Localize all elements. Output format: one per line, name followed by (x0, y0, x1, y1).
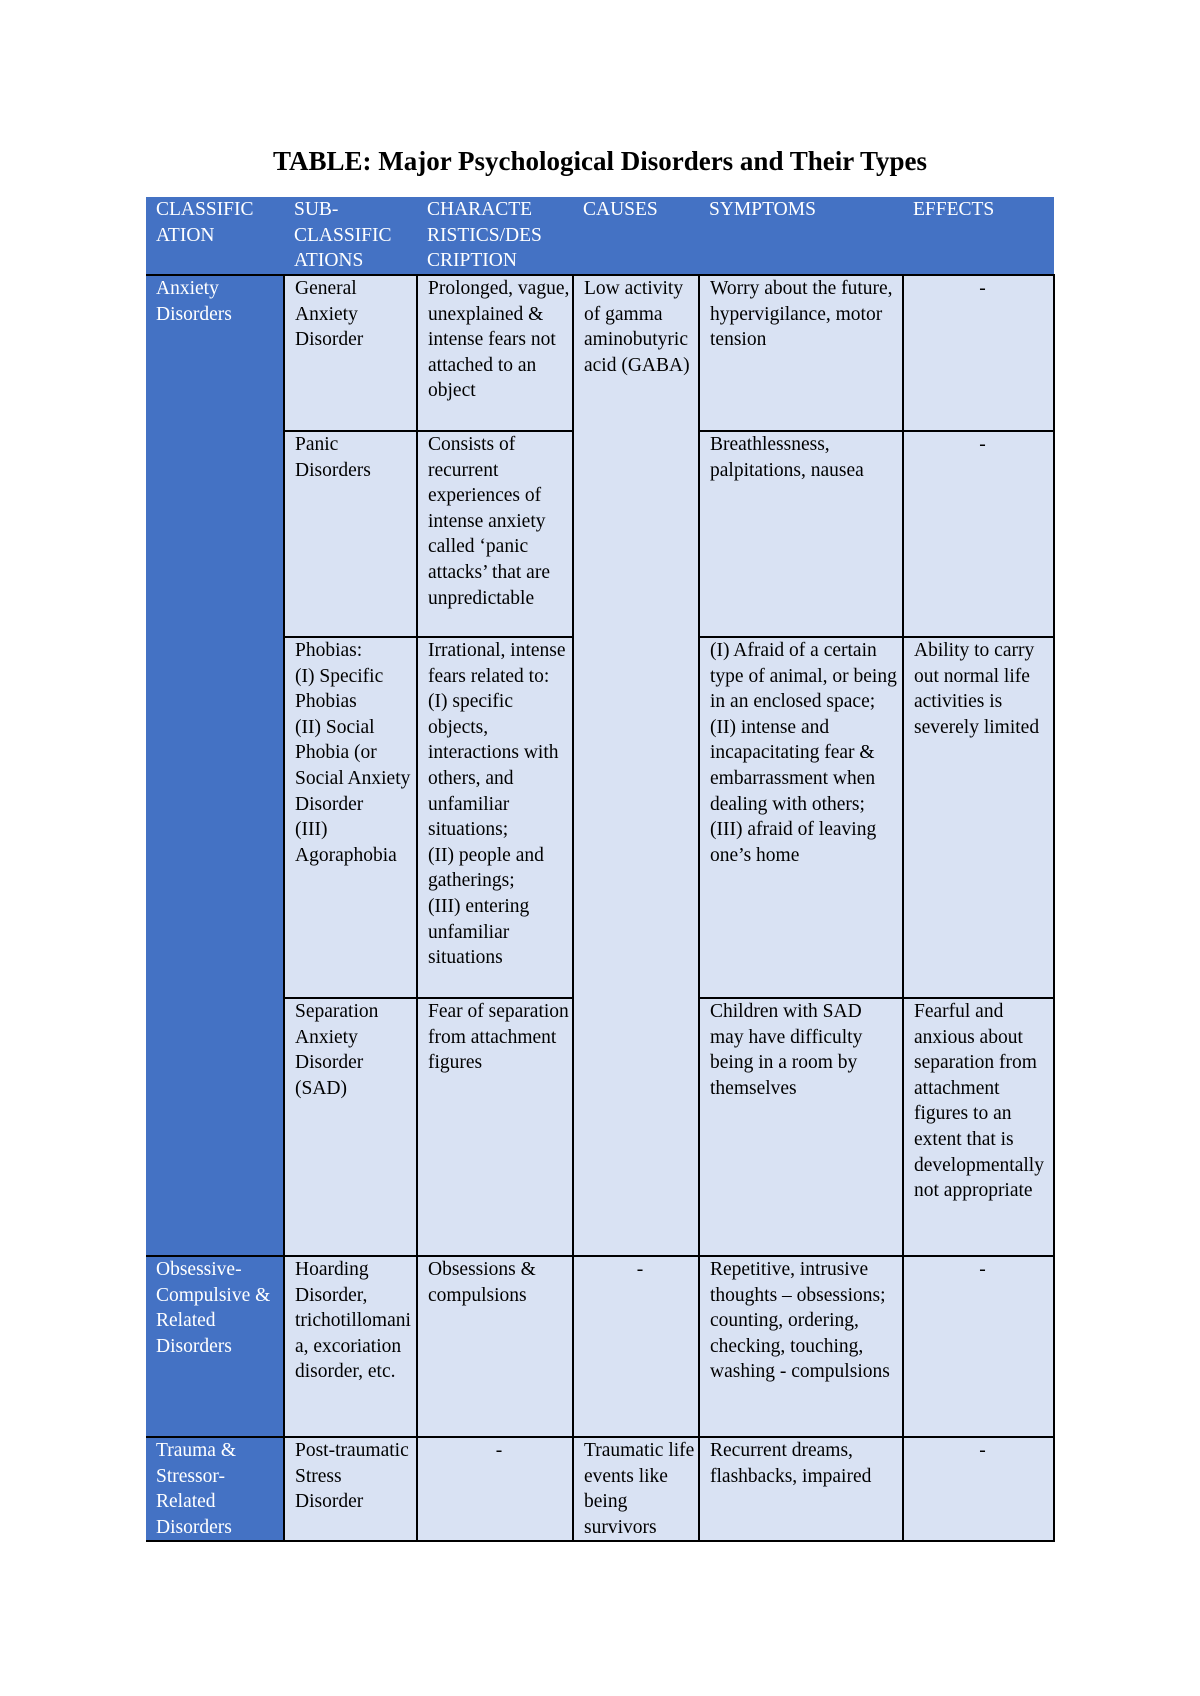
effects-cell: - (903, 1437, 1054, 1541)
symptoms-cell: Children with SAD may have difficulty being in a room by themselves (699, 998, 903, 1256)
symptoms-cell: Recurrent dreams, flashbacks, impaired (699, 1437, 903, 1541)
header-effects: EFFECTS (903, 197, 1054, 275)
description-cell: Obsessions & compulsions (417, 1256, 573, 1437)
sub-classification-cell: Separation Anxiety Disorder (SAD) (284, 998, 417, 1256)
disorders-table (146, 197, 1055, 1542)
table-header-row (146, 197, 1054, 275)
causes-cell: - (573, 1256, 699, 1437)
description-cell: Fear of separation from attachment figures (417, 998, 573, 1256)
header-characteristics: CHARACTE RISTICS/DES CRIPTION (417, 197, 573, 275)
symptoms-cell: Breathlessness, palpitations, nausea (699, 431, 903, 637)
description-cell: - (417, 1437, 573, 1541)
classification-cell: Trauma & Stressor-Related Disorders (146, 1437, 284, 1541)
header-classification: CLASSIFIC ATION (146, 197, 284, 275)
sub-classification-cell: Post-traumatic Stress Disorder (284, 1437, 417, 1541)
symptoms-cell: Repetitive, intrusive thoughts – obsessions; counting, ordering, checking, touching, washing - compulsions (699, 1256, 903, 1437)
table-row (146, 1256, 1054, 1437)
causes-cell: Low activity of gamma aminobutyric acid (GABA) (573, 275, 699, 1256)
causes-cell: Traumatic life events like being survivors (573, 1437, 699, 1541)
description-cell: Consists of recurrent experiences of intense anxiety called ‘panic attacks’ that are unpredictable (417, 431, 573, 637)
effects-cell: - (903, 431, 1054, 637)
symptoms-cell: (I) Afraid of a certain type of animal, or being in an enclosed space; (II) intense and incapacitating fear & embarrassment when dealing with others; (III) afraid of leaving one’s home (699, 637, 903, 998)
header-symptoms: SYMPTOMS (699, 197, 903, 275)
header-sub-classifications: SUB-CLASSIFIC ATIONS (284, 197, 417, 275)
effects-cell: - (903, 1256, 1054, 1437)
symptoms-cell: Worry about the future, hypervigilance, motor tension (699, 275, 903, 431)
header-causes: CAUSES (573, 197, 699, 275)
classification-cell: Anxiety Disorders (146, 275, 284, 1256)
sub-classification-cell: Hoarding Disorder, trichotillomania, excoriation disorder, etc. (284, 1256, 417, 1437)
effects-cell: - (903, 275, 1054, 431)
sub-classification-cell: Phobias: (I) Specific Phobias (II) Social Phobia (or Social Anxiety Disorder (III) Agoraphobia (284, 637, 417, 998)
table-row (146, 1437, 1054, 1541)
document-title: TABLE: Major Psychological Disorders and Their Types (272, 146, 928, 176)
description-cell: Irrational, intense fears related to: (I) specific objects, interactions with others, and unfamiliar situations; (II) people and gatherings; (III) entering unfamiliar situations (417, 637, 573, 998)
effects-cell: Ability to carry out normal life activities is severely limited (903, 637, 1054, 998)
effects-cell: Fearful and anxious about separation from attachment figures to an extent that is developmentally not appropriate (903, 998, 1054, 1256)
description-cell: Prolonged, vague, unexplained & intense fears not attached to an object (417, 275, 573, 431)
sub-classification-cell: General Anxiety Disorder (284, 275, 417, 431)
sub-classification-cell: Panic Disorders (284, 431, 417, 637)
table-row (146, 275, 1054, 431)
classification-cell: Obsessive-Compulsive & Related Disorders (146, 1256, 284, 1437)
